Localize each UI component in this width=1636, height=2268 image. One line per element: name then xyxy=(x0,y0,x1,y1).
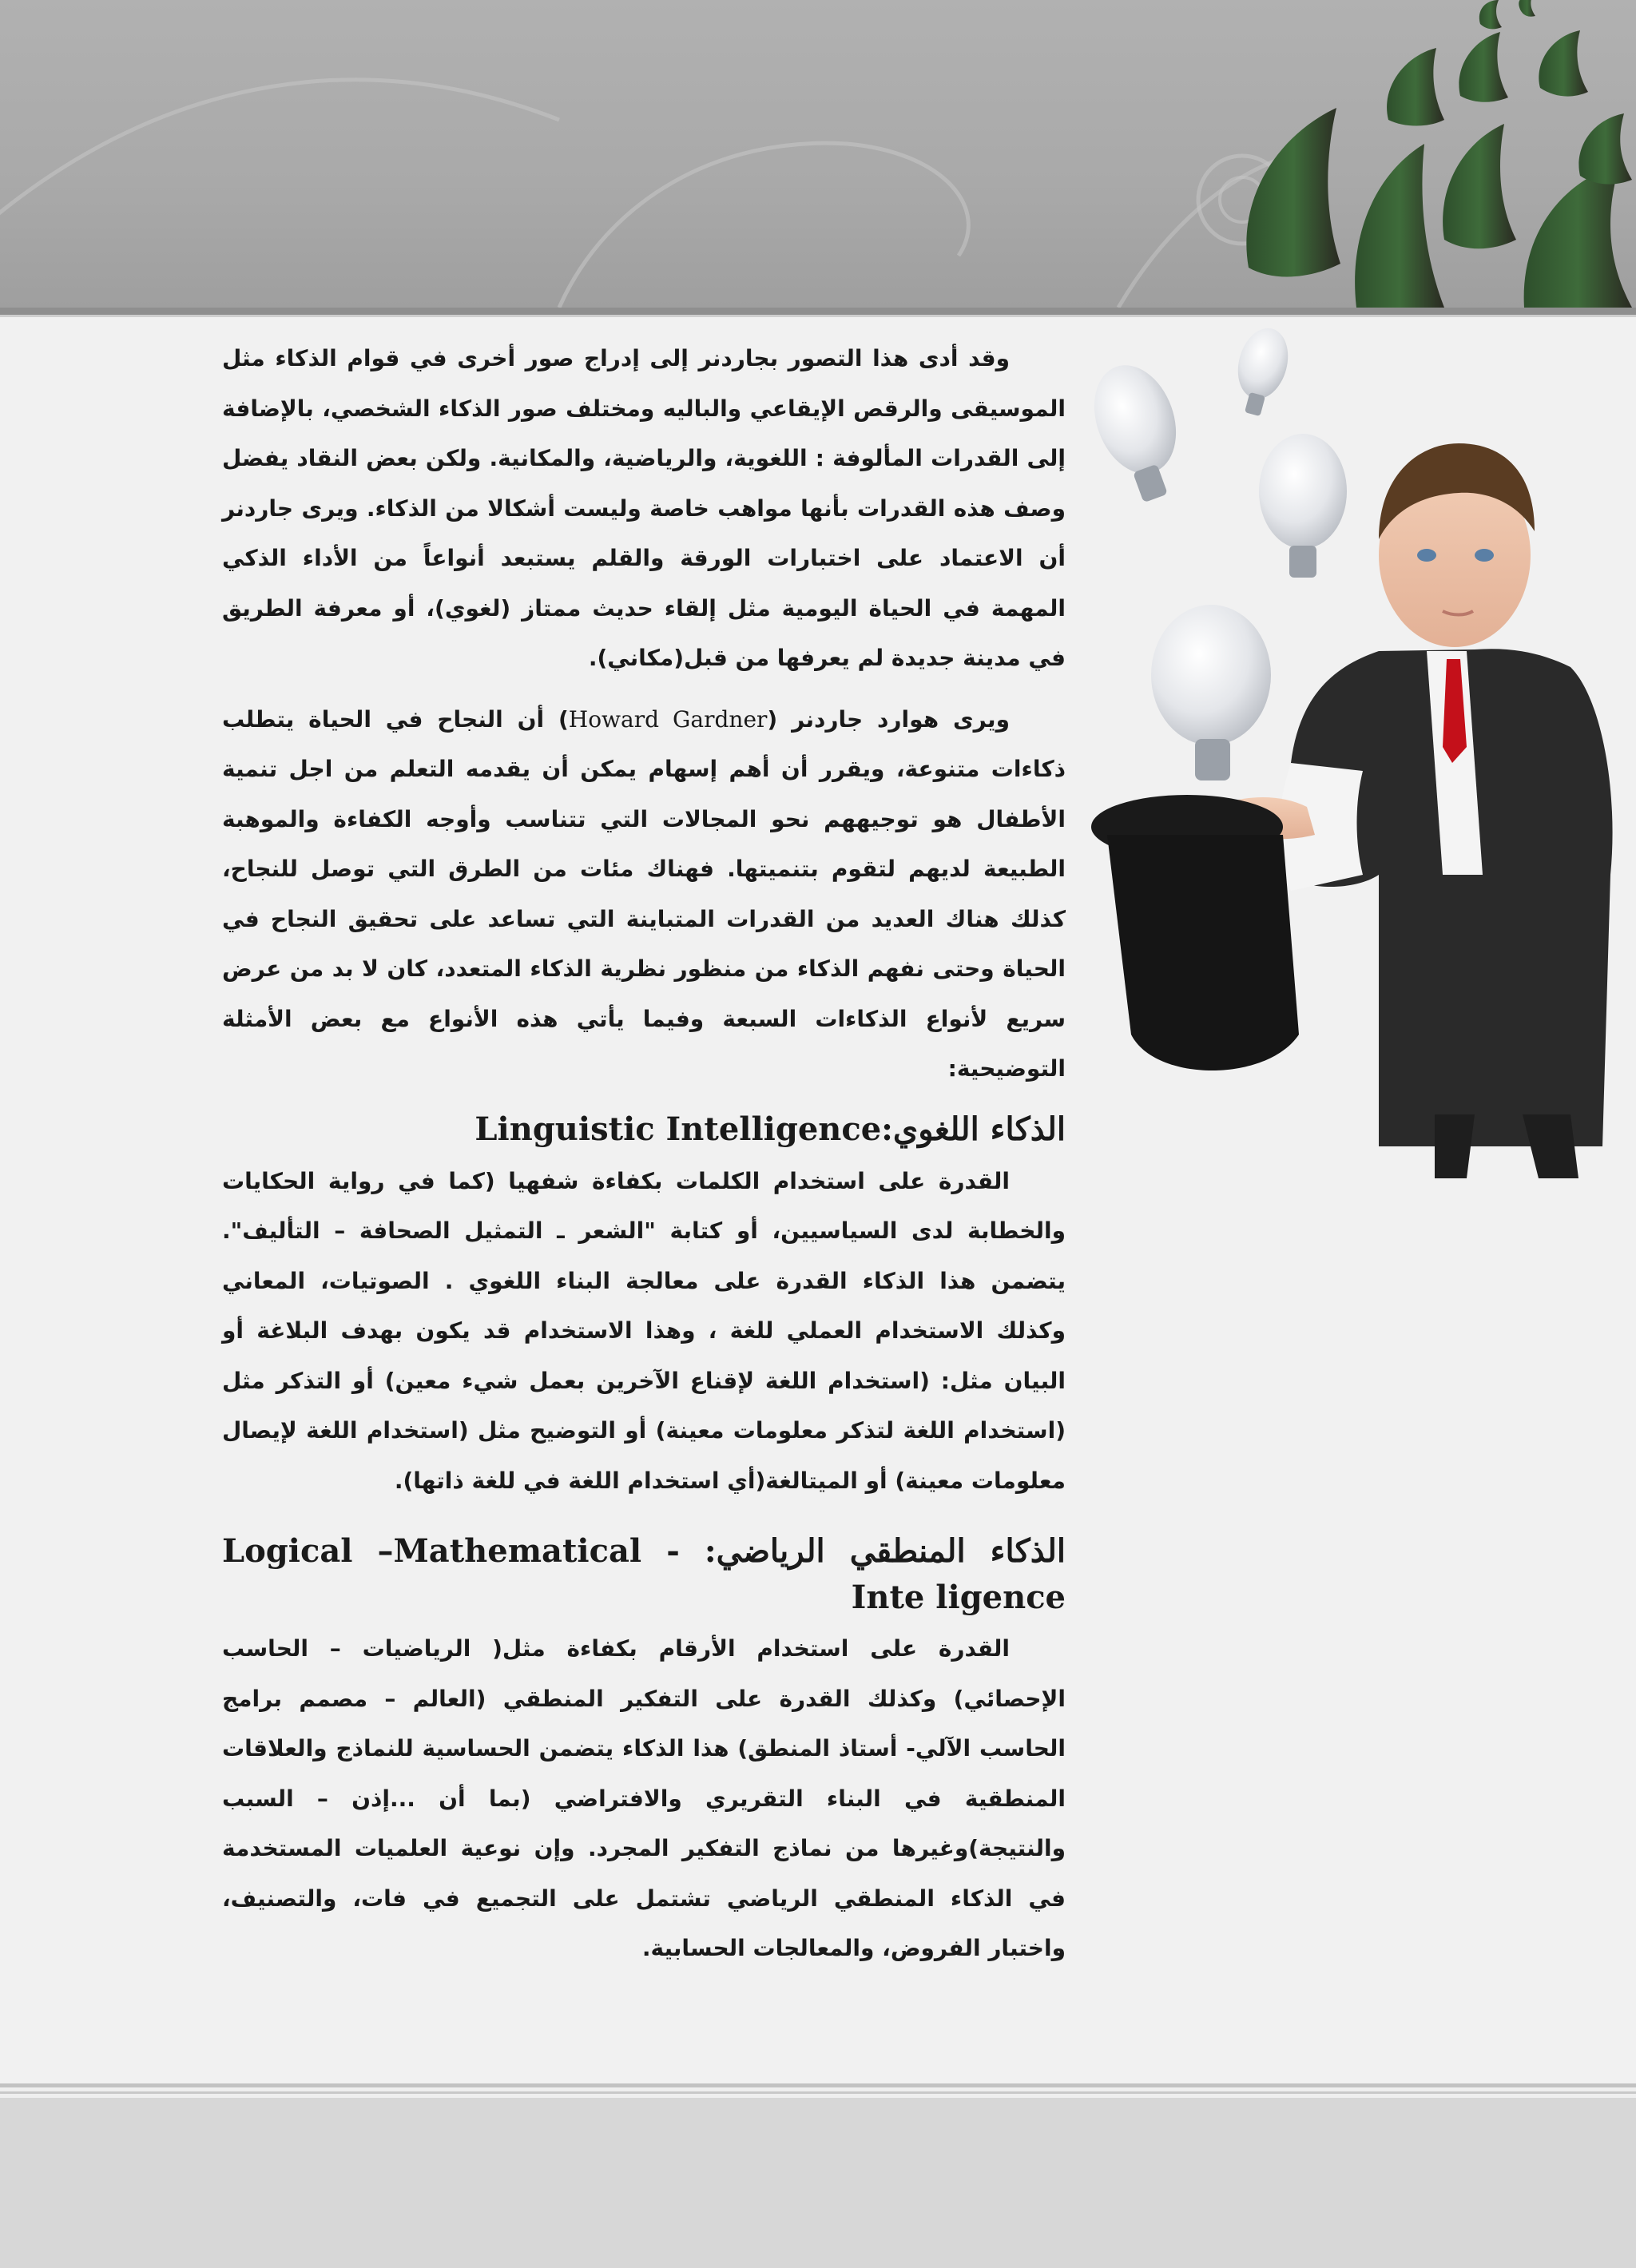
article-text-column xyxy=(222,334,1066,1985)
lightbulb-icon xyxy=(1151,605,1271,780)
paragraph-gardner xyxy=(222,695,1066,1094)
lightbulb-icon xyxy=(1259,434,1347,578)
section-heading-logical-ar: الذكاء المنطقي الرياضي: - xyxy=(666,1532,1066,1570)
paragraph-linguistic: القدرة على استخدام الكلمات بكفاءة شفهيا (كما في رواية الحكايات والخطابة لدى السياسيين، أو كتابة "الشعر ـ التمثيل الصحافة – التأليف". يتضمن هذا الذكاء القدرة على معالجة البناء اللغوي . الصوتيات، المعاني وكذلك الاستخدام العملي للغة ، وهذا الاستخدام قد يكون بهدف البلاغة أو البيان مثل: (استخدام اللغة لإقناع الآخرين بعمل شيء معين) أو التذكر مثل (استخدام اللغة لتذكر معلومات معينة) أو التوضيح مثل (استخدام اللغة لإيصال معلومات معينة) أو الميتالغة(أي استخدام اللغة في للغة ذاتها). xyxy=(222,1167,1066,1494)
lightbulb-icon xyxy=(1091,354,1190,502)
lightbulb-icon xyxy=(1230,323,1295,416)
paragraph-gardner-latin: Howard Gardner xyxy=(568,705,768,733)
paragraph-intro: وقد أدى هذا التصور بجاردنر إلى إدراج صور أخرى في قوام الذكاء مثل الموسيقى والرقص الإيقاعي والباليه ومختلف صور الذكاء الشخصي، بالإضافة إلى القدرات المألوفة : اللغوية، والرياضية، والمكانية. ولكن بعض النقاد يفضل وصف هذه القدرات بأنها مواهب خاصة وليست أشكالا من الذكاء. ويرى جاردنر أن الاعتماد على اختبارات الورقة والقلم يستبعد أنواعاً من الأداء الذكي المهمة في الحياة اليومية مثل إلقاء حديث ممتاز (لغوي)، أو معرفة الطريق في مدينة جديدة لم يعرفها من قبل(مكاني). xyxy=(222,345,1066,671)
paragraph-logical: القدرة على استخدام الأرقام بكفاءة مثل( الرياضيات – الحاسب الإحصائي) وكذلك القدرة على التفكير المنطقي (العالم – مصمم برامج الحاسب الآلي- أستاذ المنطق) هذا الذكاء يتضمن الحساسية للنماذج والعلاقات المنطقية في البناء التقريري والافتراضي (بما أن ...إذن – السبب والنتيجة)وغيرها من نماذج التفكير المجرد. وإن نوعية العلميات المستخدمة في الذكاء المنطقي الرياضي تشتمل على التجميع في فات، والتصنيف، واختبار الفروض، والمعالجات الحسابية. xyxy=(222,1635,1066,1961)
footer-divider-light xyxy=(0,2091,1636,2094)
section-heading-logical-en: Logical –Mathematical Inte ligence xyxy=(222,1532,1066,1616)
page-footer-band xyxy=(0,2098,1636,2268)
leaf-ornament-icon xyxy=(1205,0,1636,308)
section-heading-linguistic xyxy=(222,1106,1066,1154)
paragraph-gardner-after: ) أن النجاح في الحياة يتطلب ذكاءات متنوعة، ويقرر أن أهم إسهام يمكن أن يقدمه التعلم من اجل تنمية الأطفال هو توجيههم نحو المجالات التي تتناسب وأوجه الكفاءة والموهبة الطبيعة لديهم لتقوم بتنميتها. فهناك مئات من الطرق التي توصل للنجاح، كذلك هناك العديد من القدرات المتباينة التي تساعد على تحقيق النجاح في الحياة وحتى نفهم الذكاء من منظور نظرية الذكاء المتعدد، كان لا بد من عرض سريع لأنواع الذكاءات السبعة وفيما يأتي هذه الأنواع مع بعض الأمثلة التوضيحية: xyxy=(222,705,1066,1082)
section-heading-linguistic-ar: الذكاء اللغوي: xyxy=(881,1110,1066,1148)
header-divider xyxy=(0,308,1636,315)
paragraph-gardner-before: ويرى هوارد جاردنر ( xyxy=(767,705,1010,733)
boy-with-lightbulbs-illustration xyxy=(1091,316,1634,1178)
footer-divider xyxy=(0,2083,1636,2087)
page-header-band xyxy=(0,0,1636,308)
section-heading-logical xyxy=(222,1528,1066,1621)
section-heading-linguistic-en: Linguistic Intelligence xyxy=(475,1110,882,1148)
